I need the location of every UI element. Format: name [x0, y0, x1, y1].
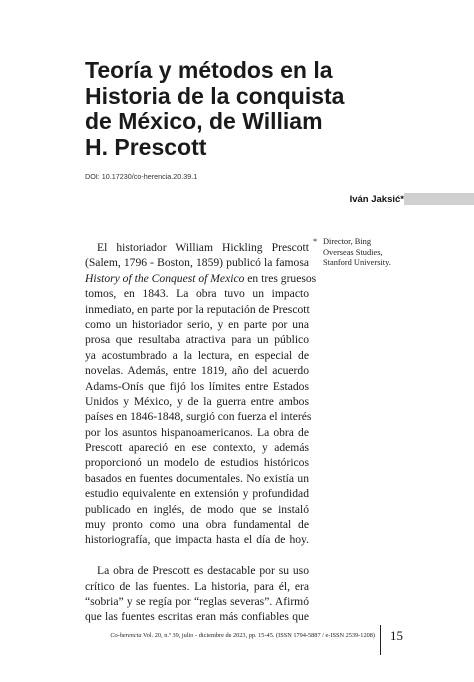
journal-name: Co-herencia: [110, 632, 142, 639]
body-line: crítico de las fuentes. La historia, para él, era: [85, 579, 309, 593]
author-footnote: [313, 237, 423, 269]
body-line: [85, 271, 317, 286]
body-line: países en 1846-1848, surgió con fuerza el interés: [85, 410, 312, 424]
body-line: por los asuntos hispanoamericanos. La obra de: [85, 425, 309, 439]
body-line: historiografía, que impacta hasta el día de hoy.: [85, 533, 309, 547]
title-line: de México, de William: [85, 108, 323, 134]
body-line: tomos, en 1843. La obra tuvo un impacto: [85, 287, 309, 301]
paragraph-2: [85, 563, 309, 625]
doi-link[interactable]: DOI: 10.17230/co-herencia.20.39.1: [85, 172, 198, 181]
body-line: La obra de Prescott es destacable por su uso: [97, 564, 309, 578]
page-number: 15: [390, 628, 403, 643]
body-line: muy pronto como una obra fundamental de: [85, 518, 309, 532]
page-footer: [85, 632, 375, 639]
body-line: publicado en inglés, de modo que se instaló: [85, 502, 309, 516]
article-title: [85, 58, 385, 160]
author-name: Iván Jaksić*: [349, 194, 404, 205]
body-line: ya acostumbrado a la lectura, en especial de: [85, 348, 309, 362]
body-line: Prescott apareció en ese contexto, y además: [85, 441, 309, 455]
body-line: basados en fuentes documentales. No existía un: [85, 471, 309, 485]
title-line: Historia de la conquista: [85, 82, 345, 109]
body-line: Unidos y México, y de la guerra entre ambos: [85, 394, 309, 408]
footnote-line: Stanford University.: [323, 258, 391, 267]
body-line: novelas. Además, entre 1819, año del acuerdo: [85, 364, 309, 378]
footnote-mark: *: [313, 237, 318, 246]
footer-divider: [380, 625, 381, 655]
body-line: El historiador William Hickling Prescott: [97, 241, 309, 254]
journal-details: Vol. 20, n.º 39, julio - diciembre de 2023, pp. 15-45. (ISSN 1794-5887 / e-ISSN 2539-1208): [141, 632, 375, 639]
body-line: proporcionó un modelo de estudios históricos: [85, 456, 309, 470]
body-line: inmediato, en parte por la reputación de Prescott: [85, 302, 310, 316]
author-highlight-bar: [404, 193, 474, 205]
body-line: estudio equivalente en extensión y profundidad: [85, 487, 309, 501]
article-body: [85, 240, 317, 625]
body-line: “sobria” y se regía por “reglas severas”. Afirmó: [85, 594, 309, 608]
title-line: Teoría y métodos en la: [85, 57, 333, 83]
footnote-line: Overseas Studies,: [323, 247, 383, 257]
body-line: [85, 548, 309, 563]
body-line: que las fuentes escritas eran más confiables que: [85, 610, 309, 624]
paragraph-1: [85, 240, 317, 563]
body-line: (Salem, 1796 - Boston, 1859) publicó la famosa: [85, 256, 309, 270]
book-title: History of the Conquest of Mexico: [85, 271, 245, 285]
body-line: prosa que resultaba atractiva para un público: [85, 333, 309, 347]
body-line: como un historiador serio, y en parte por una: [85, 317, 309, 331]
title-line: H. Prescott: [85, 133, 207, 160]
body-fragment: en tres gruesos: [244, 271, 317, 285]
footnote-text: [313, 237, 423, 269]
footnote-line: Director, Bing: [323, 237, 372, 246]
body-line: Adams-Onís que fijó los límites entre Estados: [85, 379, 309, 393]
